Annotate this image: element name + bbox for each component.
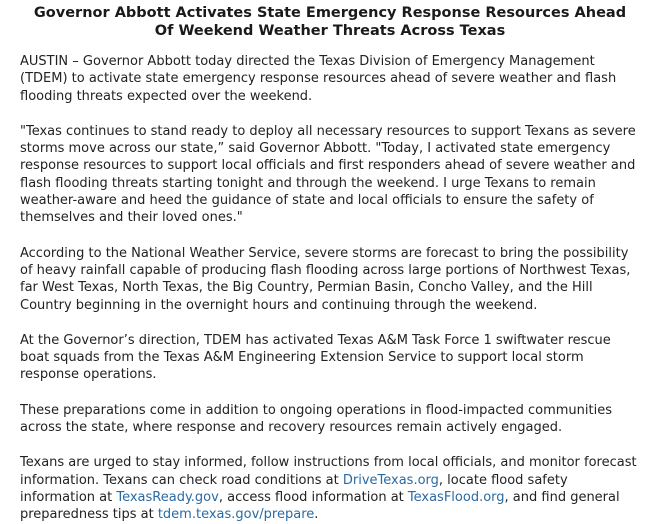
paragraph-quote: "Texas continues to stand ready to deploy all necessary resources to support Texans as severe storms move across our state,” said Governor Abbott. "Today, I activated state emergency response resources to support local officials and first responders ahead of severe weather and flash flooding threats starting tonight and through the weekend. I urge Texans to remain weather-aware and heed the guidance of state and local officials to ensure the safety of themselves and their loved ones." <box>20 123 636 226</box>
paragraph-ongoing-operations: These preparations come in addition to ongoing operations in flood-impacted communities across the state, where response and recovery resources remain actively engaged. <box>20 402 613 436</box>
paragraph-task-force: At the Governor’s direction, TDEM has activated Texas A&M Task Force 1 swiftwater rescue boat squads from the Texas A&M Engineering Extension Service to support local storm response operations. <box>20 332 611 383</box>
paragraph-intro: AUSTIN – Governor Abbott today directed the Texas Division of Emergency Management (TDEM) to activate state emergency response resources ahead of severe weather and flash flooding threats expected over the weekend. <box>20 54 617 104</box>
resources-text-2: , locate flood safety information at <box>20 472 568 505</box>
texasready-link[interactable]: TexasReady.gov <box>116 489 219 505</box>
texasflood-link[interactable]: TexasFlood.org <box>407 489 505 505</box>
paragraph-forecast: According to the National Weather Service, severe storms are forecast to bring the possibility of heavy rainfall capable of producing flash flooding across large portions of Northwest Texas, far West Texas, North Texas, the Big Country, Permian Basin, Concho Valley, and the Hill Country beginning in the overnight hours and continuing through the weekend. <box>20 245 631 313</box>
resources-text-4: , and find general preparedness tips at <box>20 489 620 523</box>
paragraph-resources <box>20 454 640 523</box>
tdem-prepare-link[interactable]: tdem.texas.gov/prepare <box>157 507 315 523</box>
drivetexas-link[interactable]: DriveTexas.org <box>342 472 439 488</box>
resources-text-1: Texans are urged to stay informed, follow instructions from local officials, and monitor forecast information. Texans can check road conditions at <box>20 455 637 488</box>
title-line-2: Of Weekend Weather Threats Across Texas <box>154 23 506 39</box>
page-title <box>20 4 640 40</box>
resources-text-5: . <box>314 507 319 523</box>
resources-text-3: , access flood information at <box>218 489 408 505</box>
title-line-1: Governor Abbott Activates State Emergency Response Resources Ahead <box>33 5 627 21</box>
